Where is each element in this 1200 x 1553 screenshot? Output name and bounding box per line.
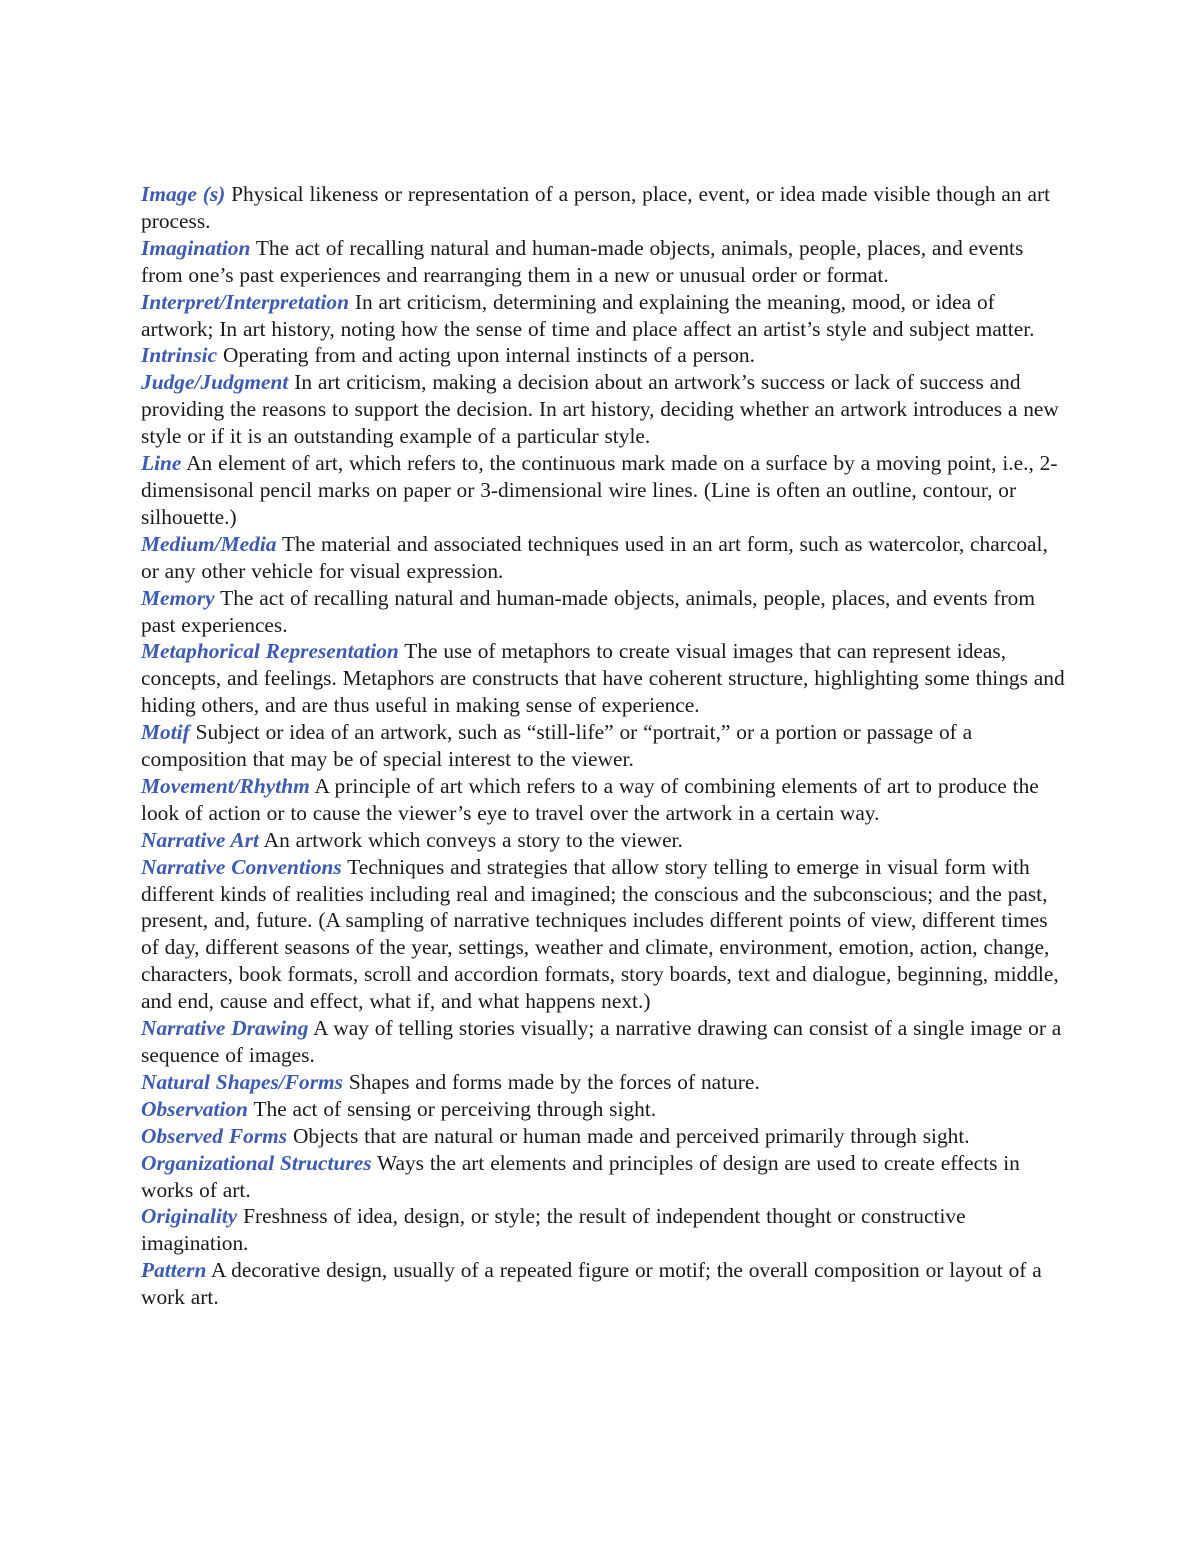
glossary-term: Observation [141, 1096, 248, 1121]
glossary-term: Judge/Judgment [141, 370, 289, 395]
glossary-entry [141, 773, 1066, 827]
glossary [141, 181, 1066, 1311]
glossary-definition: The act of recalling natural and human-made objects, animals, people, places, and events from past experiences. [141, 585, 1036, 637]
glossary-term: Medium/Media [141, 531, 277, 556]
glossary-entry [141, 827, 1066, 854]
glossary-definition: The material and associated techniques used in an art form, such as watercolor, charcoal, or any other vehicle for visual expression. [141, 531, 1048, 583]
glossary-entry [141, 235, 1066, 289]
glossary-definition: The act of sensing or perceiving through sight. [253, 1096, 657, 1121]
glossary-term: Natural Shapes/Forms [141, 1069, 343, 1094]
glossary-entry [141, 1150, 1066, 1204]
glossary-entry [141, 1015, 1066, 1069]
glossary-definition: A principle of art which refers to a way of combining elements of art to produce the look of action or to cause the viewer’s eye to travel over the artwork in a certain way. [141, 773, 1039, 825]
glossary-entry [141, 289, 1066, 343]
glossary-term: Line [141, 451, 182, 476]
glossary-entry [141, 369, 1066, 450]
glossary-definition: A way of telling stories visually; a narrative drawing can consist of a single image or a sequence of images. [141, 1016, 1062, 1067]
glossary-entry [141, 1123, 1066, 1150]
glossary-definition: Operating from and acting upon internal instincts of a person. [222, 343, 755, 368]
glossary-definition: Ways the art elements and principles of design are used to create effects in works of art. [141, 1150, 1020, 1202]
glossary-definition: In art criticism, making a decision about an artwork’s success or lack of success and providing the reasons to support the decision. In art history, deciding whether an artwork introduces a new style or if it is an outstanding example of a particular style. [141, 370, 1059, 449]
glossary-term: Movement/Rhythm [141, 773, 310, 798]
glossary-entry [141, 719, 1066, 773]
glossary-entry [141, 585, 1066, 639]
glossary-definition: The use of metaphors to create visual images that can represent ideas, concepts, and feelings. Metaphors are constructs that have coherent structure, highlighting some things and hiding others, and are thus useful in making sense of experience. [141, 639, 1065, 718]
glossary-definition: Techniques and strategies that allow story telling to emerge in visual form with different kinds of realities including real and imagined; the conscious and the subconscious; and the past, present, and, future. (A sampling of narrative techniques includes different points of view, different times of day, different seasons of the year, settings, weather and climate, environment, emotion, action, change, characters, book formats, scroll and accordion formats, story boards, text and dialogue, beginning, middle, and end, cause and effect, what if, and what happens next.) [141, 854, 1059, 1014]
glossary-term: Narrative Conventions [141, 854, 342, 879]
glossary-term: Motif [141, 720, 190, 745]
glossary-entry [141, 1203, 1066, 1257]
glossary-term: Narrative Art [141, 827, 259, 852]
glossary-definition: An artwork which conveys a story to the viewer. [263, 827, 683, 852]
glossary-entry [141, 531, 1066, 585]
glossary-definition: Freshness of idea, design, or style; the result of independent thought or constructive imagination. [141, 1204, 966, 1256]
glossary-term: Originality [141, 1204, 238, 1229]
glossary-definition: Subject or idea of an artwork, such as “still-life” or “portrait,” or a portion or passage of a composition that may be of special interest to the viewer. [141, 720, 973, 772]
glossary-entry [141, 1069, 1066, 1096]
glossary-entry [141, 638, 1066, 719]
glossary-entry [141, 181, 1066, 235]
glossary-entry [141, 342, 1066, 369]
glossary-term: Memory [141, 585, 215, 610]
glossary-entry [141, 1096, 1066, 1123]
glossary-definition: In art criticism, determining and explaining the meaning, mood, or idea of artwork; In art history, noting how the sense of time and place affect an artist’s style and subject matter. [141, 289, 1035, 341]
glossary-entry [141, 854, 1066, 1015]
glossary-definition: The act of recalling natural and human-made objects, animals, people, places, and events from one’s past experiences and rearranging them in a new or unusual order or format. [141, 235, 1024, 287]
glossary-entry [141, 1257, 1066, 1311]
glossary-definition: An element of art, which refers to, the continuous mark made on a surface by a moving point, i.e., 2-dimensisonal pencil marks on paper or 3-dimensional wire lines. (Line is often an outline, contour, or silhouette.) [141, 451, 1058, 529]
glossary-entry [141, 450, 1066, 531]
glossary-term: Image (s) [141, 182, 226, 206]
glossary-term: Metaphorical Representation [141, 639, 399, 664]
glossary-term: Organizational Structures [141, 1150, 372, 1175]
glossary-term: Narrative Drawing [141, 1016, 309, 1041]
glossary-term: Intrinsic [141, 343, 218, 368]
glossary-definition: Shapes and forms made by the forces of nature. [348, 1069, 760, 1094]
glossary-term: Imagination [141, 235, 251, 260]
glossary-definition: Physical likeness or representation of a person, place, event, or idea made visible though an art process. [141, 182, 1051, 233]
glossary-term: Interpret/Interpretation [141, 289, 349, 314]
glossary-term: Observed Forms [141, 1123, 288, 1148]
glossary-definition: A decorative design, usually of a repeated figure or motif; the overall composition or layout of a work art. [141, 1258, 1042, 1310]
glossary-term: Pattern [141, 1258, 207, 1283]
glossary-definition: Objects that are natural or human made and perceived primarily through sight. [292, 1123, 970, 1148]
